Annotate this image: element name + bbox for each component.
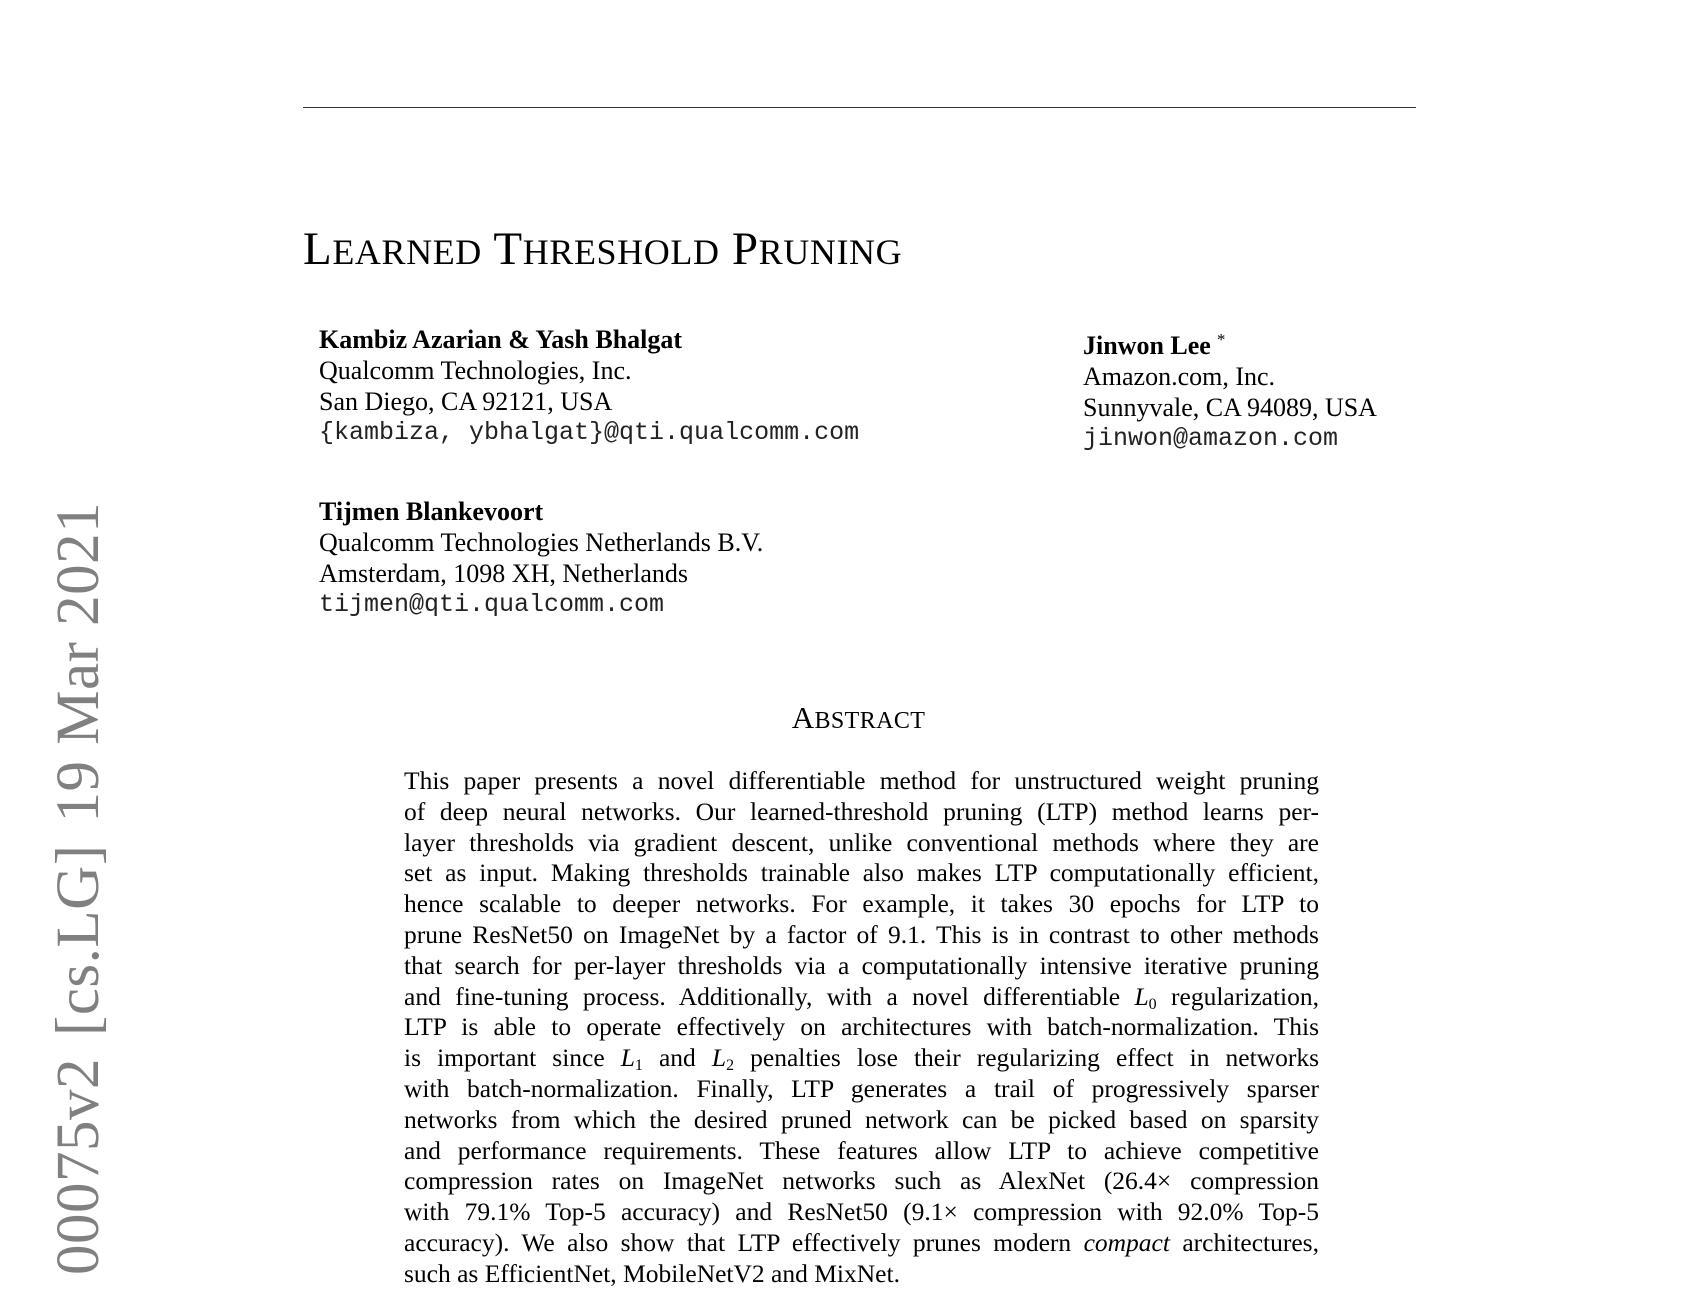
abstract-line: prune ResNet50 on ImageNet by a factor of 9.1. This is in contrast to other methods (404, 919, 1319, 949)
abstract-line: networks from which the desired pruned network can be picked based on sparsity (404, 1104, 1319, 1134)
author-block (1083, 324, 1377, 454)
abstract-line (404, 1043, 1319, 1074)
author-name: Jinwon Lee (1083, 331, 1211, 360)
text: and (642, 1043, 712, 1073)
abstract-heading-rest: BSTRACT (814, 708, 926, 734)
abstract-line (404, 982, 1319, 1013)
abstract-line: with batch-normalization. Finally, LTP generates a trail of progressively sparser (404, 1073, 1319, 1103)
abstract-line: of deep neural networks. Our learned-threshold pruning (LTP) method learns per- (404, 796, 1319, 826)
text: is important since (404, 1043, 621, 1073)
author-affiliation: Qualcomm Technologies Netherlands B.V. (319, 528, 764, 557)
author-name: Kambiz Azarian & Yash Bhalgat (319, 325, 683, 354)
abstract-line: This paper presents a novel differentiable method for unstructured weight pruning (404, 766, 1319, 795)
abstract-heading (0, 700, 1700, 736)
math-symbol: L (620, 1043, 635, 1073)
title-word: HRESHOLD (522, 232, 720, 272)
author-block (319, 496, 763, 620)
text: architectures, (1169, 1227, 1319, 1257)
author-name: Tijmen Blankevoort (319, 497, 544, 526)
arxiv-category: [cs.LG] (45, 844, 112, 1036)
author-address: Amsterdam, 1098 XH, Netherlands (319, 559, 688, 588)
arxiv-id: 00075v2 (45, 1058, 112, 1275)
abstract-line (404, 1228, 1319, 1259)
title-initial: L (303, 223, 333, 275)
title-initial: P (731, 223, 759, 275)
text: accuracy). We also show that LTP effectively prunes modern (404, 1227, 1084, 1257)
text: and fine-tuning process. Additionally, with a novel differentiable (404, 981, 1135, 1011)
author-affiliation: Amazon.com, Inc. (1083, 362, 1276, 391)
abstract-line: LTP is able to operate effectively on architectures with batch-normalization. This (404, 1012, 1319, 1042)
author-email[interactable]: jinwon@amazon.com (1083, 424, 1339, 453)
abstract-line: set as input. Making thresholds trainable also makes LTP computationally efficient, (404, 858, 1319, 888)
arxiv-date: 19 Mar 2021 (45, 501, 112, 823)
math-subscript: 0 (1148, 995, 1157, 1013)
math-symbol: L (1134, 981, 1149, 1011)
abstract-line: that search for per-layer thresholds via a computationally intensive iterative pruning (404, 950, 1319, 980)
abstract-line: hence scalable to deeper networks. For example, it takes 30 epochs for LTP to (404, 889, 1319, 919)
author-email[interactable]: tijmen@qti.qualcomm.com (319, 590, 665, 619)
author-affiliation: Qualcomm Technologies, Inc. (319, 356, 632, 385)
footnote-mark[interactable]: * (1216, 330, 1226, 349)
abstract-line: with 79.1% Top-5 accuracy) and ResNet50 (9.1× compression with 92.0% Top-5 (404, 1197, 1319, 1227)
title-word: EARNED (332, 232, 482, 272)
author-email[interactable]: {kambiza, ybhalgat}@qti.qualcomm.com (319, 418, 860, 447)
math-subscript: 2 (726, 1057, 735, 1075)
math-symbol: L (711, 1043, 727, 1073)
author-address: San Diego, CA 92121, USA (319, 387, 613, 416)
title-initial: T (493, 223, 523, 275)
header-rule (303, 107, 1416, 108)
text: penalties lose their regularizing effect in networks (734, 1043, 1319, 1073)
arxiv-stamp (45, 501, 112, 1275)
title-word: RUNING (758, 232, 903, 272)
emphasis: compact (1083, 1227, 1170, 1257)
author-block (319, 324, 859, 448)
abstract-body (404, 766, 1319, 1290)
math-subscript: 1 (634, 1057, 643, 1075)
abstract-line: layer thresholds via gradient descent, unlike conventional methods where they are (404, 827, 1319, 857)
paper-title (303, 222, 902, 276)
abstract-line: compression rates on ImageNet networks such as AlexNet (26.4× compression (404, 1166, 1319, 1196)
author-address: Sunnyvale, CA 94089, USA (1083, 393, 1377, 422)
text: regularization, (1156, 981, 1319, 1011)
abstract-line: and performance requirements. These features allow LTP to achieve competitive (404, 1135, 1319, 1165)
abstract-line: such as EfficientNet, MobileNetV2 and MixNet. (404, 1258, 900, 1288)
abstract-heading-initial: A (791, 700, 815, 735)
